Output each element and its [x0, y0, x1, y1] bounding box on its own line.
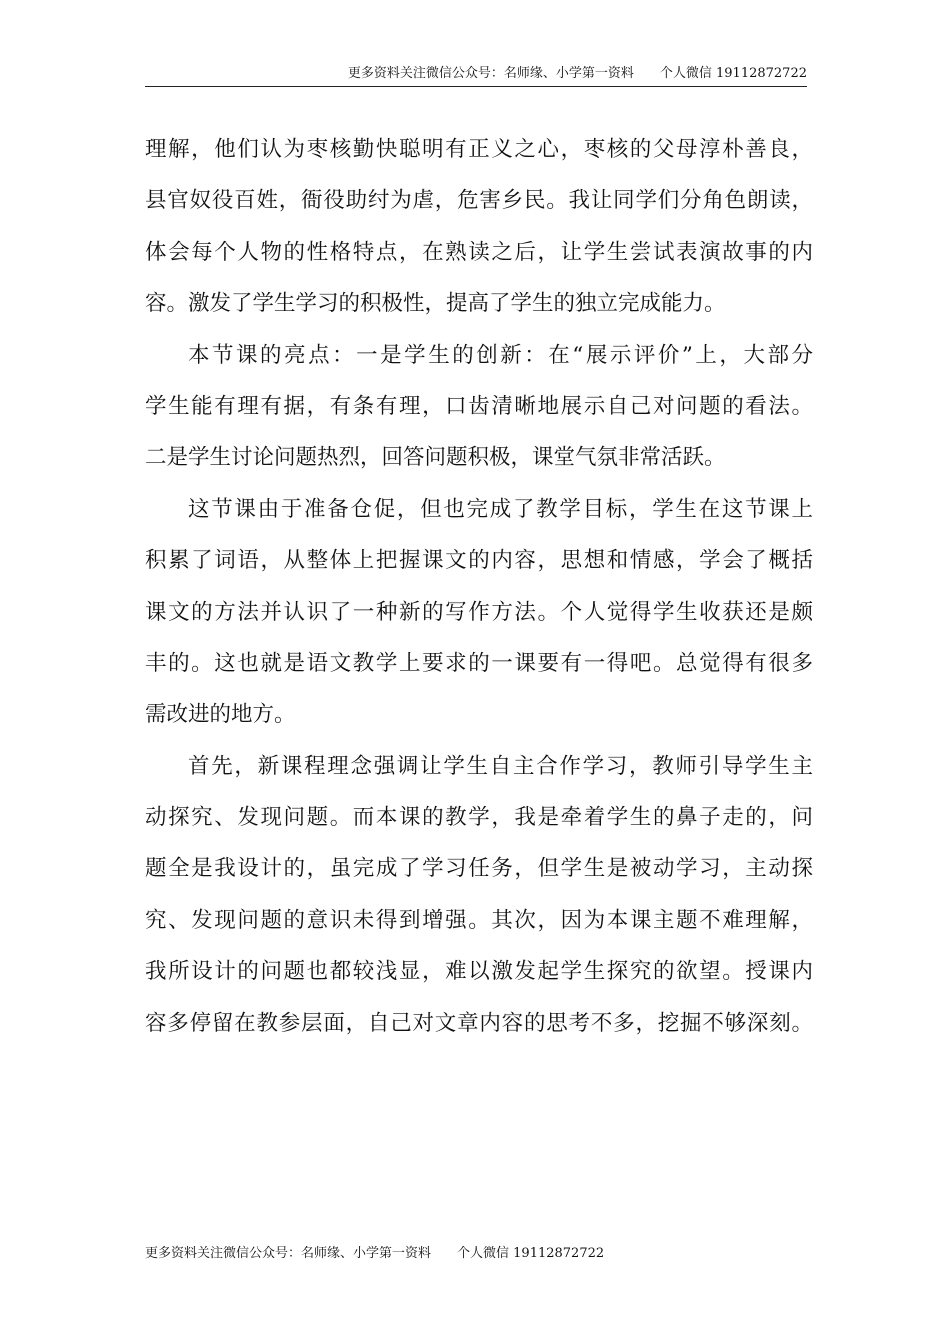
- text-line: 容多停留在教参层面，自己对文章内容的思考不多，挖掘不够深刻。: [145, 1010, 813, 1036]
- page-header: [145, 64, 807, 87]
- text-line: 需改进的地方。: [145, 702, 296, 728]
- text-line: 题全是我设计的，虽完成了学习任务，但学生是被动学习，主动探: [145, 856, 813, 882]
- text-line: 课文的方法并认识了一种新的写作方法。个人觉得学生收获还是颇: [145, 599, 813, 625]
- text-line: 容。激发了学生学习的积极性，提高了学生的独立完成能力。: [145, 291, 726, 317]
- text-line: 二是学生讨论问题热烈，回答问题积极，课堂气氛非常活跃。: [145, 445, 726, 471]
- paragraph-start-line: 本节课的亮点：一是学生的创新：在“展示评价”上，大部分: [188, 342, 813, 368]
- text-line: 究、发现问题的意识未得到增强。其次，因为本课主题不难理解，: [145, 907, 813, 933]
- paragraph-start-line: 这节课由于准备仓促，但也完成了教学目标，学生在这节课上: [188, 496, 813, 522]
- text-line: 学生能有理有据，有条有理，口齿清晰地展示自己对问题的看法。: [145, 393, 813, 419]
- text-line: 动探究、发现问题。而本课的教学，我是牵着学生的鼻子走的，问: [145, 805, 813, 831]
- document-body: [145, 130, 813, 1055]
- footer-wechat-text: 个人微信 19112872722: [457, 1246, 605, 1261]
- page-footer: [145, 1244, 604, 1264]
- header-wechat-text: 个人微信 19112872722: [659, 66, 807, 81]
- text-line: 我所设计的问题也都较浅显，难以激发起学生探究的欲望。授课内: [145, 959, 813, 985]
- text-line: 县官奴役百姓，衙役助纣为虐，危害乡民。我让同学们分角色朗读，: [145, 188, 813, 214]
- header-promo-text: 更多资料关注微信公众号：名师缘、小学第一资料: [347, 66, 634, 81]
- text-line: 积累了词语，从整体上把握课文的内容，思想和情感，学会了概括: [145, 548, 813, 574]
- text-line: 体会每个人物的性格特点，在熟读之后，让学生尝试表演故事的内: [145, 239, 813, 265]
- paragraph-start-line: 首先，新课程理念强调让学生自主合作学习，教师引导学生主: [188, 753, 813, 779]
- text-line: 丰的。这也就是语文教学上要求的一课要有一得吧。总觉得有很多: [145, 650, 813, 676]
- footer-promo-text: 更多资料关注微信公众号：名师缘、小学第一资料: [145, 1246, 432, 1261]
- text-line: 理解，他们认为枣核勤快聪明有正义之心，枣核的父母淳朴善良，: [145, 137, 813, 162]
